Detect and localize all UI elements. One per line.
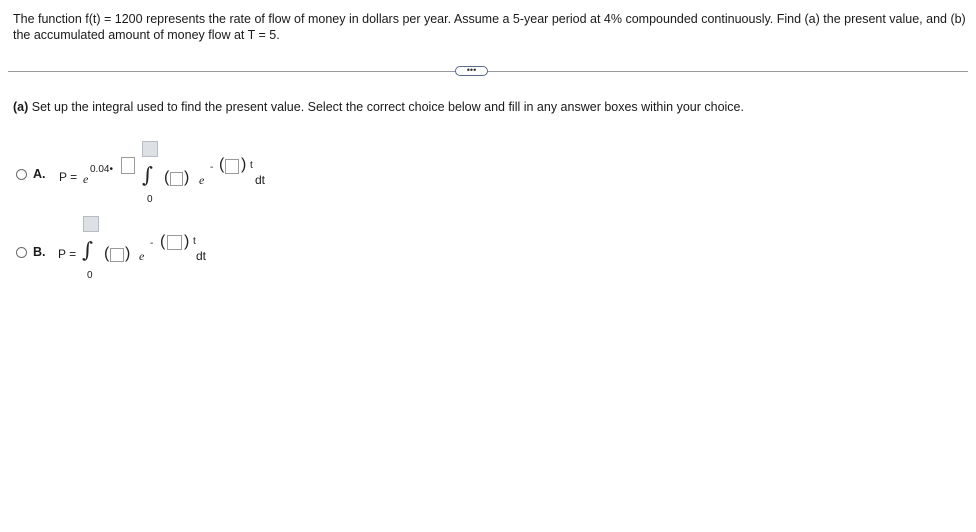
choice-b-e: e [139, 249, 145, 263]
choice-b-t: t [193, 236, 196, 247]
choice-a-exp-coeff: 0.04• [90, 164, 113, 175]
choice-a-exponent-input[interactable] [121, 157, 135, 174]
choice-b-coefficient-input[interactable] [110, 248, 124, 262]
choice-a-t: t [250, 160, 253, 171]
choice-b-upper-limit-input[interactable] [83, 216, 99, 232]
choice-a-lhs: P = [59, 170, 78, 184]
choice-a-exp-paren-close: ) [241, 156, 247, 173]
choice-b-letter: B. [33, 245, 46, 259]
choice-a-minus: - [210, 162, 214, 173]
choice-a-upper-limit-input[interactable] [142, 141, 158, 157]
choice-a-e-inner: e [199, 173, 205, 187]
choice-b-exp-paren-close: ) [184, 233, 190, 250]
choice-b-paren-close: ) [125, 245, 131, 262]
choice-a-exp-paren-open: ( [219, 156, 225, 173]
choice-b-integral-sign: ∫ [82, 238, 93, 262]
choice-b-radio[interactable] [16, 247, 27, 258]
choice-b-lower-limit: 0 [87, 270, 93, 281]
show-more-button[interactable]: ••• [455, 66, 488, 76]
choice-a-coefficient-input[interactable] [170, 172, 183, 186]
choice-b-paren-open: ( [104, 245, 110, 262]
part-a-label: (a) [13, 100, 29, 114]
choice-a-rate-input[interactable] [225, 159, 239, 174]
choice-a-paren-close: ) [184, 169, 190, 186]
choice-b-dt: dt [196, 249, 207, 263]
choice-a-lower-limit: 0 [147, 194, 153, 205]
choice-a-integral-sign: ∫ [142, 163, 153, 187]
choice-a-dt: dt [255, 173, 266, 187]
problem-statement: The function f(t) = 1200 represents the rate of flow of money in dollars per year. Assume a 5-year period at 4% compounded continuously. Find (a) the present value, and (b) the accumulated amount of money flow at T = 5. [13, 12, 966, 42]
choice-b-exp-paren-open: ( [160, 233, 166, 250]
part-a-instruction [13, 100, 744, 114]
choice-a-radio[interactable] [16, 169, 27, 180]
choice-a-e-outer: e [83, 172, 89, 186]
choice-b-lhs: P = [58, 247, 77, 261]
choice-a-letter: A. [33, 167, 46, 181]
section-divider [8, 71, 968, 72]
choice-b-minus: - [150, 238, 154, 249]
part-a-text: Set up the integral used to find the present value. Select the correct choice below and fill in any answer boxes within your choice. [31, 100, 744, 114]
choice-b-rate-input[interactable] [167, 235, 182, 250]
choice-a-paren-open: ( [164, 169, 170, 186]
